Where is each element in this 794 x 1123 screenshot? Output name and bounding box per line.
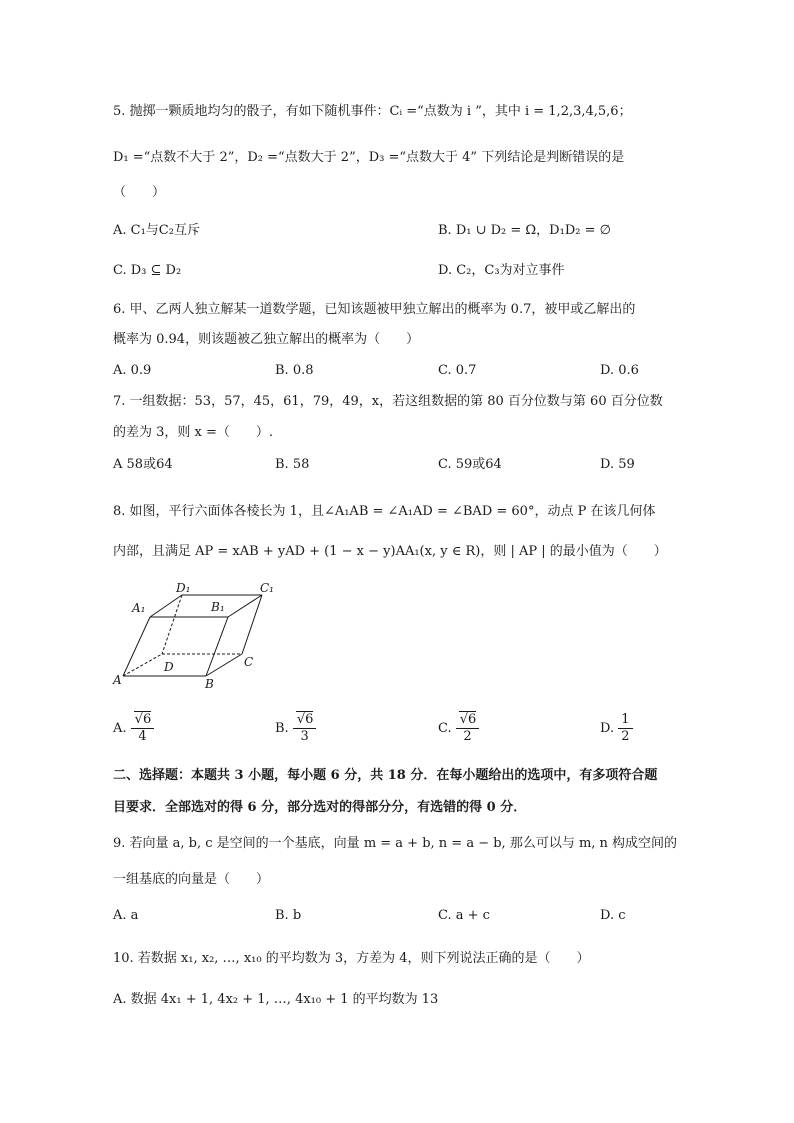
q9-option-d: D. c bbox=[600, 908, 626, 923]
q8-option-a-num: √6 bbox=[134, 712, 152, 727]
q8-option-d bbox=[600, 712, 633, 745]
parallelepiped-figure bbox=[110, 580, 290, 690]
q6-stem-line1: 6. 甲、乙两人独立解某一道数学题，已知该题被甲独立解出的概率为 0.7，被甲或乙解出的 bbox=[113, 302, 636, 317]
q5-stem-line1: 5. 抛掷一颗质地均匀的骰子，有如下随机事件：Cᵢ =“点数为 i ”，其中 i = 1,2,3,4,5,6； bbox=[113, 104, 632, 119]
q7-stem-line1: 7. 一组数据：53，57，45，61，79，49，x，若这组数据的第 80 百分位数与第 60 百分位数 bbox=[113, 394, 663, 409]
q8-option-c-den: 2 bbox=[463, 729, 472, 744]
q9-stem-line1: 9. 若向量 a, b, c 是空间的一个基底，向量 m = a + b, n = a − b, 那么可以与 m, n 构成空间的 bbox=[113, 836, 678, 851]
q6-option-b: B. 0.8 bbox=[275, 363, 314, 378]
q6-stem-line2: 概率为 0.94，则该题被乙独立解出的概率为（ ） bbox=[113, 332, 420, 347]
label-d1: D₁ bbox=[176, 581, 191, 595]
q8-option-c-letter: C. bbox=[438, 721, 452, 736]
q10-option-a: A. 数据 4x₁ + 1, 4x₂ + 1, …, 4x₁₀ + 1 的平均数为 13 bbox=[113, 992, 439, 1007]
q8-option-c-num: √6 bbox=[459, 712, 477, 727]
q8-stem-line1: 8. 如图，平行六面体各棱长为 1，且∠A₁AB = ∠A₁AD = ∠BAD = 60°，动点 P 在该几何体 bbox=[113, 504, 656, 519]
label-b1: B₁ bbox=[211, 600, 225, 614]
q9-option-b: B. b bbox=[275, 908, 302, 923]
q8-option-d-num: 1 bbox=[618, 712, 632, 729]
q8-option-a bbox=[113, 712, 154, 745]
q5-answer-bracket: （ ） bbox=[113, 185, 166, 200]
q8-option-b-letter: B. bbox=[275, 721, 289, 736]
q5-option-a: A. C₁与C₂互斥 bbox=[113, 223, 200, 238]
q8-option-d-den: 2 bbox=[621, 729, 630, 744]
q8-option-a-fraction bbox=[131, 712, 155, 745]
q6-option-d: D. 0.6 bbox=[600, 363, 639, 378]
q7-option-c: C. 59或64 bbox=[438, 457, 502, 472]
q8-option-b-fraction bbox=[293, 712, 317, 745]
q8-option-a-letter: A. bbox=[113, 721, 127, 736]
q7-option-a: A 58或64 bbox=[113, 457, 173, 472]
q5-stem-line2: D₁ =“点数不大于 2”，D₂ =“点数大于 2”，D₃ =“点数大于 4” 下列结论是判断错误的是 bbox=[113, 150, 625, 165]
q8-option-b bbox=[275, 712, 316, 745]
q5-option-c: C. D₃ ⊆ D₂ bbox=[113, 263, 182, 278]
q7-option-d: D. 59 bbox=[600, 457, 635, 472]
label-a: A bbox=[113, 673, 122, 687]
q6-option-c: C. 0.7 bbox=[438, 363, 477, 378]
label-a1: A₁ bbox=[132, 601, 146, 615]
section2-instructions-line2: 目要求．全部选对的得 6 分，部分选对的得部分分，有选错的得 0 分． bbox=[113, 800, 527, 815]
q7-option-b: B. 58 bbox=[275, 457, 310, 472]
q8-option-a-den: 4 bbox=[138, 729, 147, 744]
q6-option-a: A. 0.9 bbox=[113, 363, 152, 378]
q7-stem-line2: 的差为 3，则 x =（ ）. bbox=[113, 425, 274, 440]
q5-option-b: B. D₁ ∪ D₂ = Ω，D₁D₂ = ∅ bbox=[438, 223, 611, 238]
section2-instructions-line1: 二、选择题：本题共 3 小题，每小题 6 分，共 18 分．在每小题给出的选项中，有多项符合题 bbox=[113, 768, 658, 783]
q8-option-c bbox=[438, 712, 479, 745]
label-c: C bbox=[244, 655, 254, 669]
q8-option-b-den: 3 bbox=[300, 729, 309, 744]
label-d: D bbox=[164, 660, 174, 674]
q9-option-c: C. a + c bbox=[438, 908, 490, 923]
q9-stem-line2: 一组基底的向量是（ ） bbox=[113, 872, 270, 887]
label-b: B bbox=[205, 677, 214, 690]
q8-option-d-fraction bbox=[618, 712, 632, 745]
q9-option-a: A. a bbox=[113, 908, 139, 923]
q8-option-b-num: √6 bbox=[296, 712, 314, 727]
q10-stem: 10. 若数据 x₁, x₂, …, x₁₀ 的平均数为 3，方差为 4，则下列说法正确的是（ ） bbox=[113, 951, 590, 966]
q8-option-c-fraction bbox=[456, 712, 480, 745]
label-c1: C₁ bbox=[260, 581, 274, 595]
q5-option-d: D. C₂，C₃为对立事件 bbox=[438, 263, 565, 278]
q8-stem-line2: 内部，且满足 AP = xAB + yAD + (1 − x − y)AA₁(x, y ∈ R)，则 | AP | 的最小值为（ ） bbox=[113, 544, 667, 559]
q8-option-d-letter: D. bbox=[600, 721, 615, 736]
